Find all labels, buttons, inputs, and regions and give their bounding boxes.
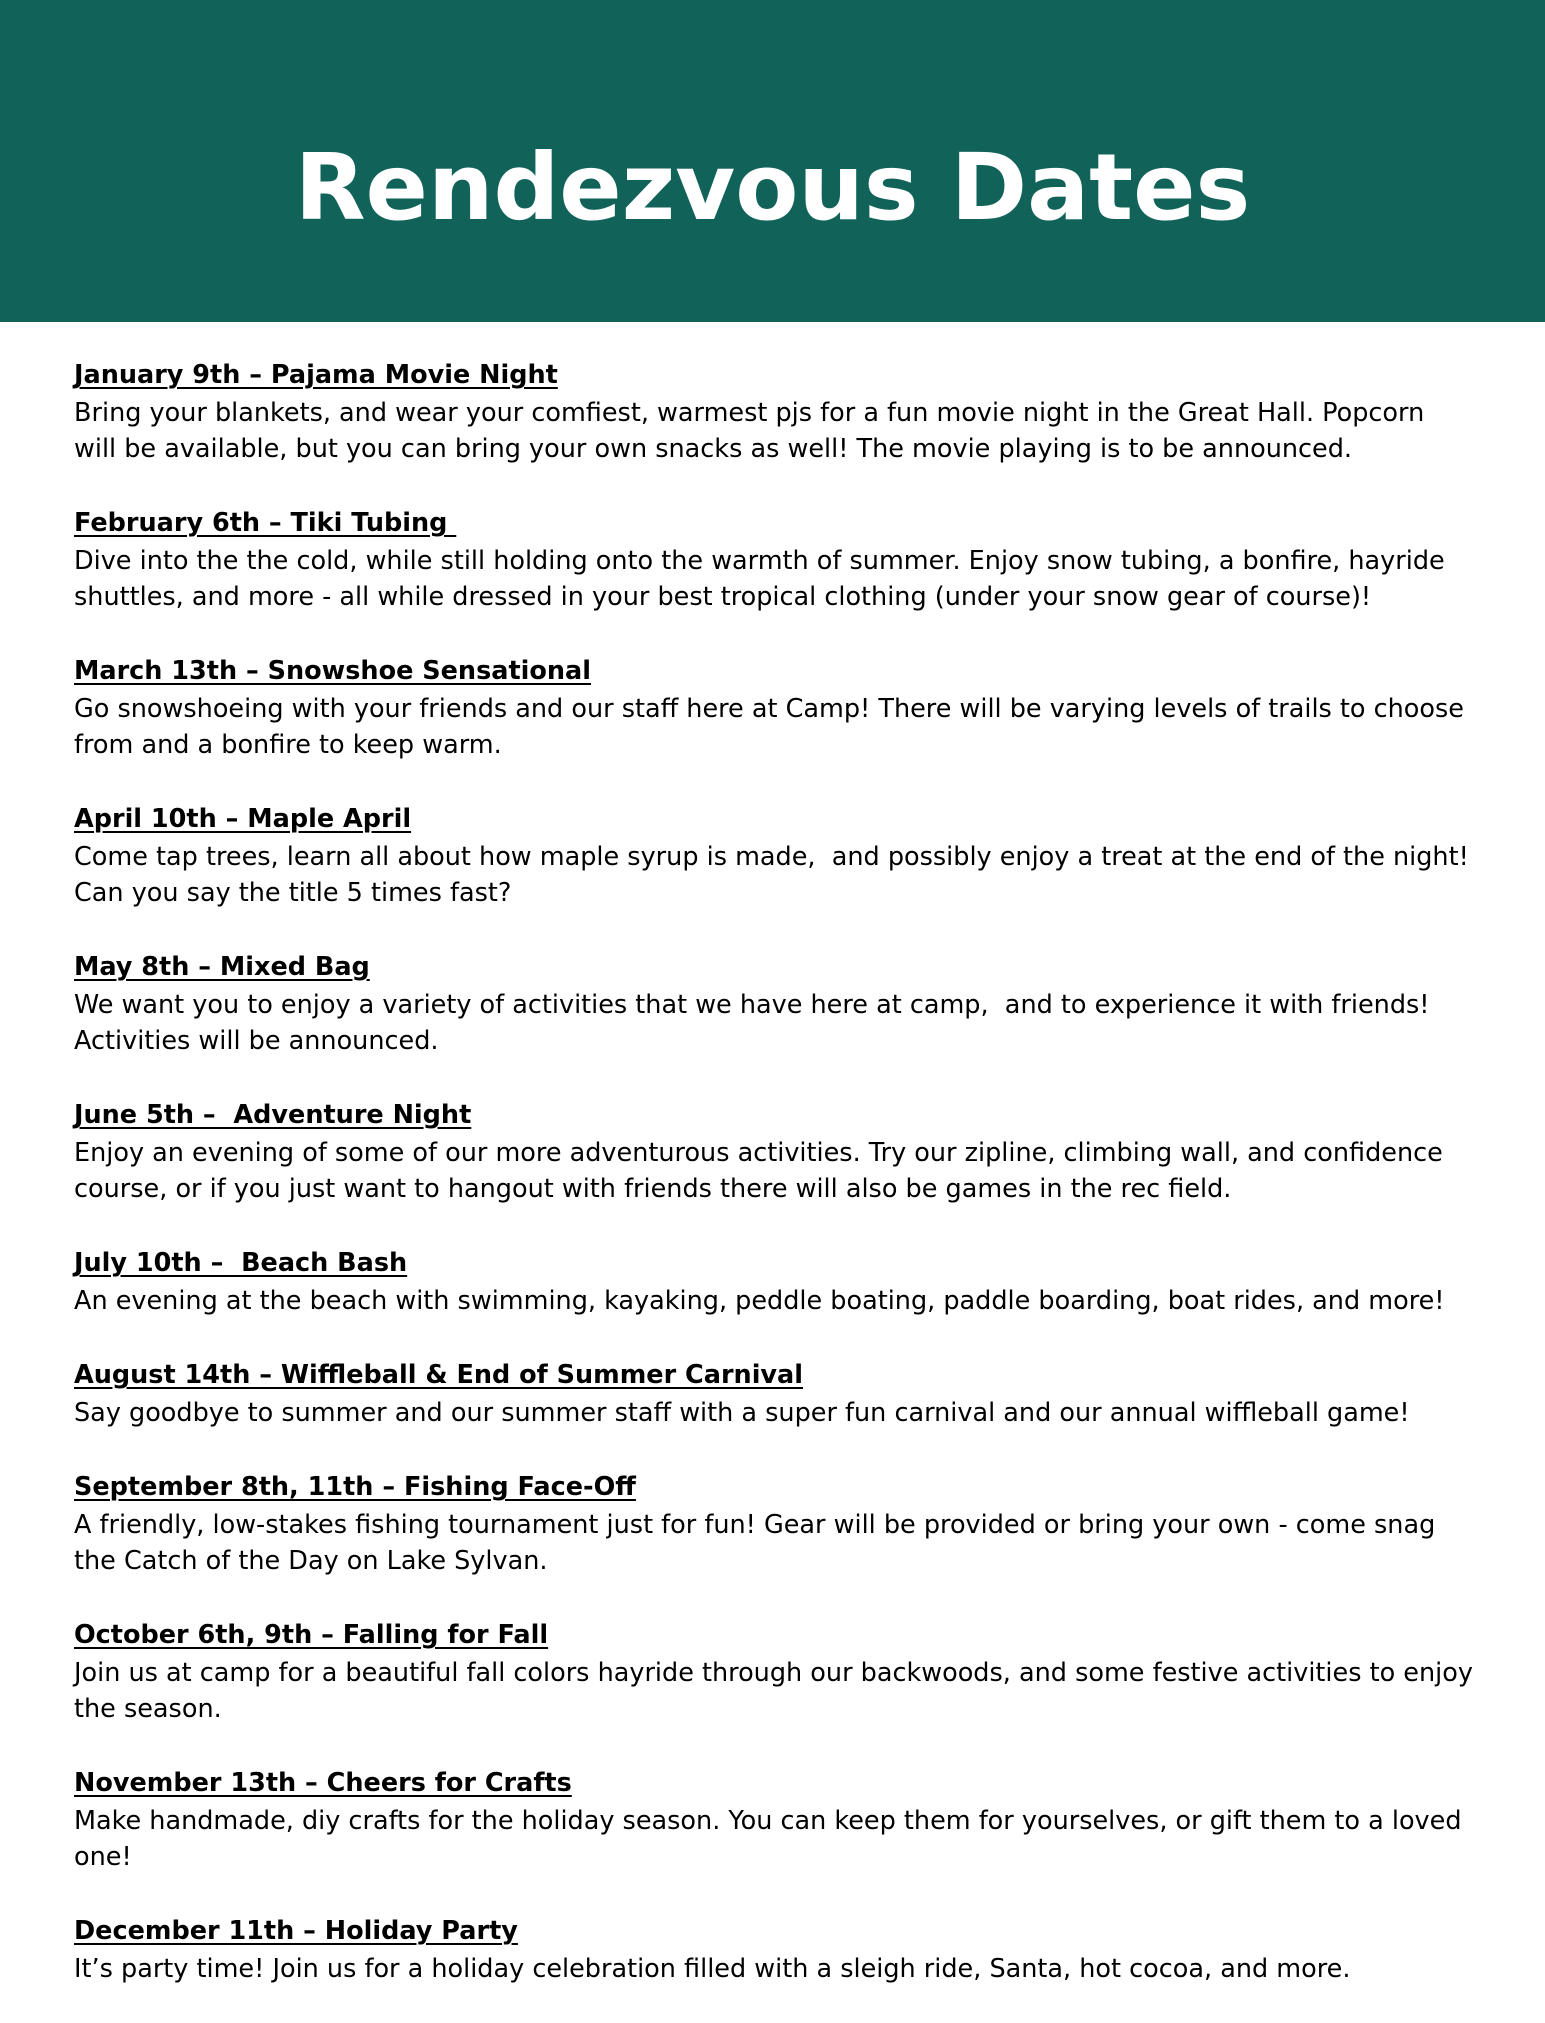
event-heading: January 9th – Pajama Movie Night — [74, 360, 558, 390]
event-description: A friendly, low-stakes fishing tournament just for fun! Gear will be provided or bring your own - come snag the Catch of the Day on Lake Sylvan. — [74, 1510, 1444, 1576]
event-heading: December 11th – Holiday Party — [74, 1916, 518, 1946]
event-heading: October 6th, 9th – Falling for Fall — [74, 1620, 549, 1650]
event-description: Join us at camp for a beautiful fall colors hayride through our backwoods, and some festive activities to enjoy the season. — [74, 1658, 1482, 1724]
event-heading: February 6th – Tiki Tubing — [74, 508, 457, 538]
event-item — [74, 503, 1474, 615]
event-description: Dive into the the cold, while still holding onto the warmth of summer. Enjoy snow tubing, a bonfire, hayride shuttles, and more - all while dressed in your best tropical clothing (under your snow gear of course)! — [74, 546, 1453, 612]
event-description: Come tap trees, learn all about how maple syrup is made, and possibly enjoy a treat at the end of the night! Can you say the title 5 times fast? — [74, 842, 1477, 908]
event-item — [74, 947, 1474, 1059]
event-item — [74, 1467, 1474, 1579]
event-description: It’s party time! Join us for a holiday celebration filled with a sleigh ride, Santa, hot cocoa, and more. — [74, 1954, 1351, 1984]
event-item — [74, 1615, 1482, 1727]
header-banner — [0, 0, 1545, 322]
event-item — [74, 1911, 1474, 1987]
event-description: Say goodbye to summer and our summer staff with a super fun carnival and our annual wiffleball game! — [74, 1398, 1410, 1428]
event-description: An evening at the beach with swimming, kayaking, peddle boating, paddle boarding, boat rides, and more! — [74, 1286, 1445, 1316]
event-heading: September 8th, 11th – Fishing Face-Off — [74, 1472, 636, 1502]
event-heading: March 13th – Snowshoe Sensational — [74, 656, 592, 686]
event-item — [74, 1095, 1474, 1207]
event-heading: April 10th – Maple April — [74, 804, 412, 834]
event-item — [74, 799, 1477, 911]
event-heading: July 10th – Beach Bash — [74, 1248, 408, 1278]
event-item — [74, 355, 1474, 467]
event-description: Make handmade, diy crafts for the holiday season. You can keep them for yourselves, or gift them to a loved one! — [74, 1806, 1470, 1872]
event-item — [74, 651, 1474, 763]
event-heading: May 8th – Mixed Bag — [74, 952, 370, 982]
event-description: Go snowshoeing with your friends and our staff here at Camp! There will be varying levels of trails to choose from and a bonfire to keep warm. — [74, 694, 1473, 760]
event-heading: August 14th – Wiffleball & End of Summer Carnival — [74, 1360, 804, 1390]
event-heading: November 13th – Cheers for Crafts — [74, 1768, 572, 1798]
event-description: We want you to enjoy a variety of activities that we have here at camp, and to experience it with friends! Activities will be announced. — [74, 990, 1438, 1056]
event-item — [74, 1243, 1474, 1319]
event-description: Enjoy an evening of some of our more adventurous activities. Try our zipline, climbing wall, and confidence course, or if you just want to hangout with friends there will also be games in the rec field. — [74, 1138, 1451, 1204]
events-list — [74, 355, 1482, 2023]
event-item — [74, 1763, 1474, 1875]
event-item — [74, 1355, 1474, 1431]
page-title: Rendezvous Dates — [294, 134, 1251, 241]
event-description: Bring your blankets, and wear your comfiest, warmest pjs for a fun movie night in the Great Hall. Popcorn will be available, but you can bring your own snacks as well! The movie playing is to be announced. — [74, 398, 1433, 464]
event-heading: June 5th – Adventure Night — [74, 1100, 472, 1130]
